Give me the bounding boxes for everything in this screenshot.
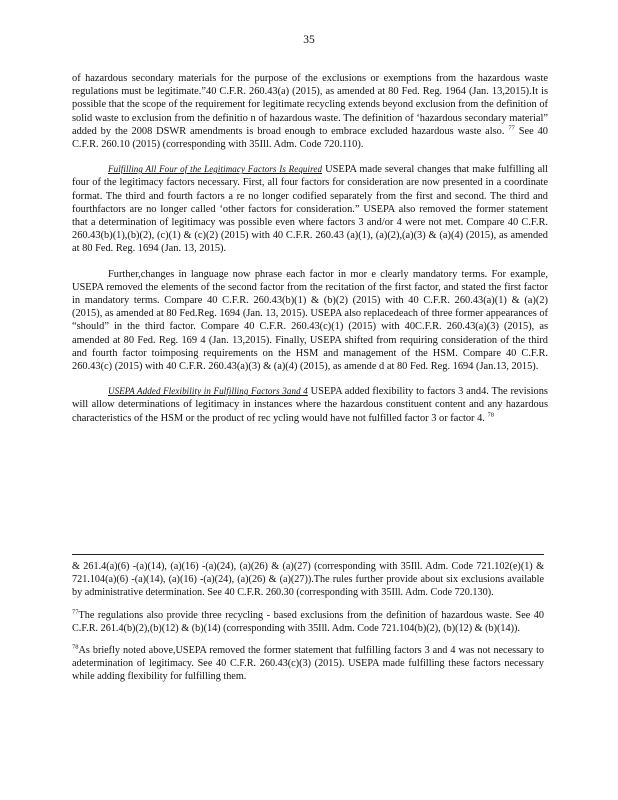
paragraph-text: USEPA added flexibility to factors 3 and4. The revisions will allow determinations of legitimacy in instances where the hazardous constituent content and any hazardous characteristics of the HSM or the product of rec ycling would have not fulfilled factor 3 or factor 4. xyxy=(72,386,548,424)
footnote xyxy=(72,560,544,600)
footnote-text: As briefly noted above,USEPA removed the former statement that fulfilling factors 3 and 4 was not necessary to adetermination of legitimacy. See 40 C.F.R. 260.43(c)(3) (2015). USEPA made fulfilling these factors necessary while adding flexibility for fulfilling them. xyxy=(72,645,544,683)
paragraph-text: USEPA made several changes that make fulfilling all four of the legitimacy factors necessary. First, all four factors for consideration are now presented in a coordinate format. The third and fourth factors a re no longer codified separately from the first and second. The third and fourthfactors are no longer called ‘other factors for consideration.” USEPA also removed the former statement that a determination of legitimacy was possible even where factors 3 and/or 4 were not met. Compare 40 C.F.R. 260.43(b)(1),(b)(2), (c)(1) & (c)(2) (2015) with 40 C.F.R. 260.43 (a)(1), (a)(2),(a)(3) & (a)(4) (2015), as amended at 80 Fed. Reg. 1694 (Jan. 13, 2015). xyxy=(72,164,548,255)
footnote-number: 77 xyxy=(72,608,79,616)
footnotes-section xyxy=(72,560,544,693)
body-paragraph xyxy=(72,268,548,374)
footnote-divider xyxy=(72,554,544,555)
footnote-reference: 78 xyxy=(487,411,494,419)
main-body xyxy=(72,72,548,437)
page-number: 35 xyxy=(303,34,315,46)
footnote xyxy=(72,609,544,635)
section-heading: Fulfilling All Four of the Legitimacy Factors Is Required xyxy=(108,164,323,175)
paragraph-text-continued: See 40 C.F.R. 260.10 (2015) (corresponding with 35Ill. Adm. Code 720.110). xyxy=(72,125,548,151)
paragraph-text: of hazardous secondary materials for the purpose of the exclusions or exemptions from the hazardous waste regulations must be legitimate.”40 C.F.R. 260.43(a) (2015), as amended at 80 Fed. Reg. 1964 (Jan. 13,2015).It is possible that the scope of the requirement for legitimate recycling extends beyond exclusion from the definition of solid waste to exclusion from the definitio n of hazardous waste. The definition of ‘hazardous secondary material” added by the 2008 DSWR amendments is broad enough to embrace excluded hazardous waste also. xyxy=(72,73,548,137)
footnote-number: 78 xyxy=(72,643,79,651)
body-paragraph xyxy=(72,385,548,425)
paragraph-text: Further,changes in language now phrase each factor in mor e clearly mandatory terms. For example, USEPA removed the elements of the second factor from the recitation of the first factor, and stated the first factor in mandatory terms. Compare 40 C.F.R. 260.43(b)(1) & (b)(2) (2015) with 40 C.F.R. 260.43(a)(1) & (a)(2) (2015), as amended at 80 Fed.Reg. 1694 (Jan. 13, 2015). USEPA also replacedeach of three former appearances of “should” in the third factor. Compare 40 C.F.R. 260.43(c)(1) (2015) with 40C.F.R. 260.43(a)(3) (2015), as amended at 80 Fed. Reg. 169 4 (Jan. 13,2015). Finally, USEPA shifted from requiring consideration of the third and fourth factor toimposing requirements on the HSM and management of the HSM. Compare 40 C.F.R. 260.43(c) (2015) with 40 C.F.R. 260.43(a)(3) & (a)(4) (2015), as amende d at 80 Fed. Reg. 1694 (Jan.13, 2015). xyxy=(72,268,548,373)
footnote-reference: 77 xyxy=(508,124,515,132)
body-paragraph xyxy=(72,163,548,255)
footnote-text: The regulations also provide three recycling - based exclusions from the definition of hazardous waste. See 40 C.F.R. 261.4(b)(2),(b)(12) & (b)(14) (corresponding with 35Ill. Adm. Code 721.104(b)(2), (b)(12) & (b)(14)). xyxy=(72,609,544,634)
footnote xyxy=(72,644,544,684)
body-paragraph xyxy=(72,72,548,151)
section-heading: USEPA Added Flexibility in Fulfilling Factors 3and 4 xyxy=(108,386,308,397)
footnote-text: & 261.4(a)(6) -(a)(14), (a)(16) -(a)(24), (a)(26) & (a)(27) (corresponding with 35Ill. Adm. Code 721.102(e)(1) & 721.104(a)(6) -(a)(14), (a)(16) -(a)(24), (a)(26) & (a)(27)).The rules further provide about six exclusions available by administrative determination. See 40 C.F.R. 260.30 (corresponding with 35Ill. Adm. Code 720.130). xyxy=(72,561,544,599)
